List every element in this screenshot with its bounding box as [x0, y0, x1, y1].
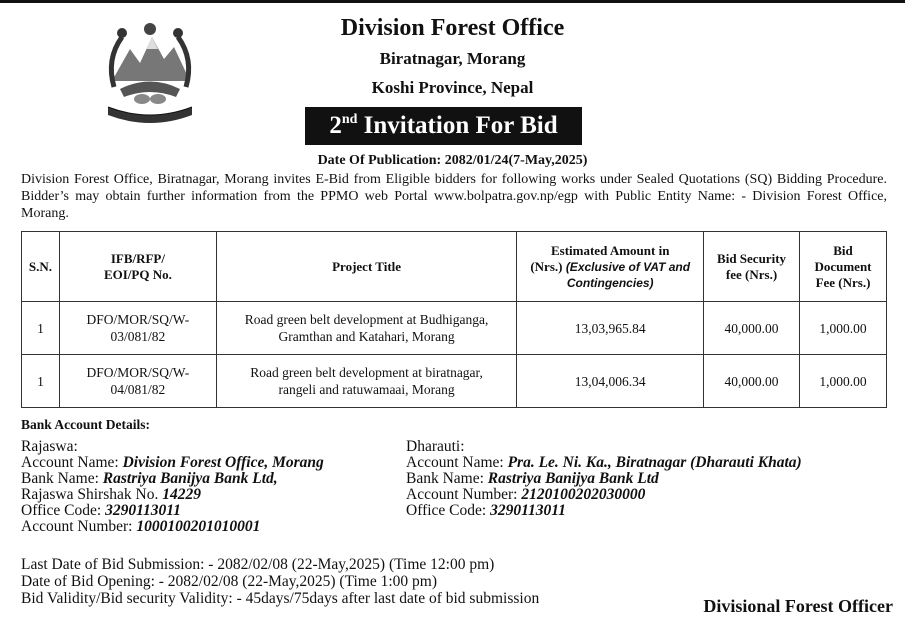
dharauti-bank-name: Bank Name: Rastriya Banijya Bank Ltd: [406, 470, 659, 487]
cell-security: 40,000.00: [704, 355, 800, 408]
header-sn: S.N.: [22, 232, 60, 302]
dharauti-office-code: Office Code: 3290113011: [406, 502, 566, 519]
banner-text: Invitation For Bid: [363, 112, 558, 139]
table-header-row: [22, 232, 887, 302]
cell-ifb: DFO/MOR/SQ/W- 03/081/82: [59, 302, 216, 355]
cell-ifb: DFO/MOR/SQ/W- 04/081/82: [59, 355, 216, 408]
dharauti-account: [406, 439, 802, 519]
cell-amount: 13,04,006.34: [517, 355, 704, 408]
invitation-banner: [305, 107, 582, 145]
header-estimated-amount: Estimated Amount in (Nrs.) (Exclusive of VAT and Contingencies): [517, 232, 704, 302]
banner-ordinal-suffix: nd: [341, 112, 358, 127]
rajaswa-account: [21, 439, 324, 535]
cell-project-title: Road green belt development at biratnagar, rangeli and ratuwamaai, Morang: [216, 355, 516, 408]
office-name: Division Forest Office: [340, 15, 565, 41]
dharauti-account-name: Account Name: Pra. Le. Ni. Ka., Biratnagar (Dharauti Khata): [406, 454, 802, 471]
submission-date: Last Date of Bid Submission: - 2082/02/08 (22-May,2025) (Time 12:00 pm): [21, 556, 495, 573]
rajaswa-bank-name: Bank Name: Rastriya Banijya Bank Ltd,: [21, 470, 278, 487]
rajaswa-account-name: Account Name: Division Forest Office, Morang: [21, 454, 324, 471]
header-document-fee: Bid Document Fee (Nrs.): [800, 232, 887, 302]
banner-ordinal: 2: [329, 112, 342, 139]
rajaswa-shirshak: Rajaswa Shirshak No. 14229: [21, 486, 201, 503]
table-row: [22, 355, 887, 408]
header-project-title: Project Title: [216, 232, 516, 302]
bank-details-heading: Bank Account Details:: [21, 417, 151, 432]
opening-date: Date of Bid Opening: - 2082/02/08 (22-May,2025) (Time 1:00 pm): [21, 573, 438, 590]
office-province: Koshi Province, Nepal: [371, 78, 534, 97]
cell-amount: 13,03,965.84: [517, 302, 704, 355]
cell-sn: 1: [22, 355, 60, 408]
rajaswa-account-number: Account Number: 1000100201010001: [21, 518, 261, 535]
bid-dates: [21, 556, 539, 607]
dharauti-title: Dharauti:: [406, 438, 465, 455]
header-ifb: IFB/RFP/ EOI/PQ No.: [59, 232, 216, 302]
intro-paragraph: Division Forest Office, Biratnagar, Morang invites E-Bid from Eligible bidders for following works under Sealed Quotations (SQ) Bidding Procedure. Bidder’s may obtain further information from the PPMO web Portal www.bolpatra.gov.np/egp with Public Entity Name: - Division Forest Office, Morang.: [21, 172, 887, 221]
bid-table: [21, 231, 887, 408]
cell-sn: 1: [22, 302, 60, 355]
table-row: [22, 302, 887, 355]
publication-date: Date Of Publication: 2082/01/24(7-May,2025): [317, 153, 588, 168]
cell-project-title: Road green belt development at Budhiganga, Gramthan and Katahari, Morang: [216, 302, 516, 355]
signatory: Divisional Forest Officer: [703, 596, 893, 616]
rajaswa-title: Rajaswa:: [21, 438, 78, 455]
cell-doc-fee: 1,000.00: [800, 302, 887, 355]
office-location: Biratnagar, Morang: [379, 49, 526, 68]
bid-validity: Bid Validity/Bid security Validity: - 45days/75days after last date of bid submission: [21, 590, 540, 607]
header-bid-security: Bid Security fee (Nrs.): [704, 232, 800, 302]
rajaswa-office-code: Office Code: 3290113011: [21, 502, 181, 519]
cell-doc-fee: 1,000.00: [800, 355, 887, 408]
dharauti-account-number: Account Number: 2120100202030000: [406, 486, 646, 503]
cell-security: 40,000.00: [704, 302, 800, 355]
